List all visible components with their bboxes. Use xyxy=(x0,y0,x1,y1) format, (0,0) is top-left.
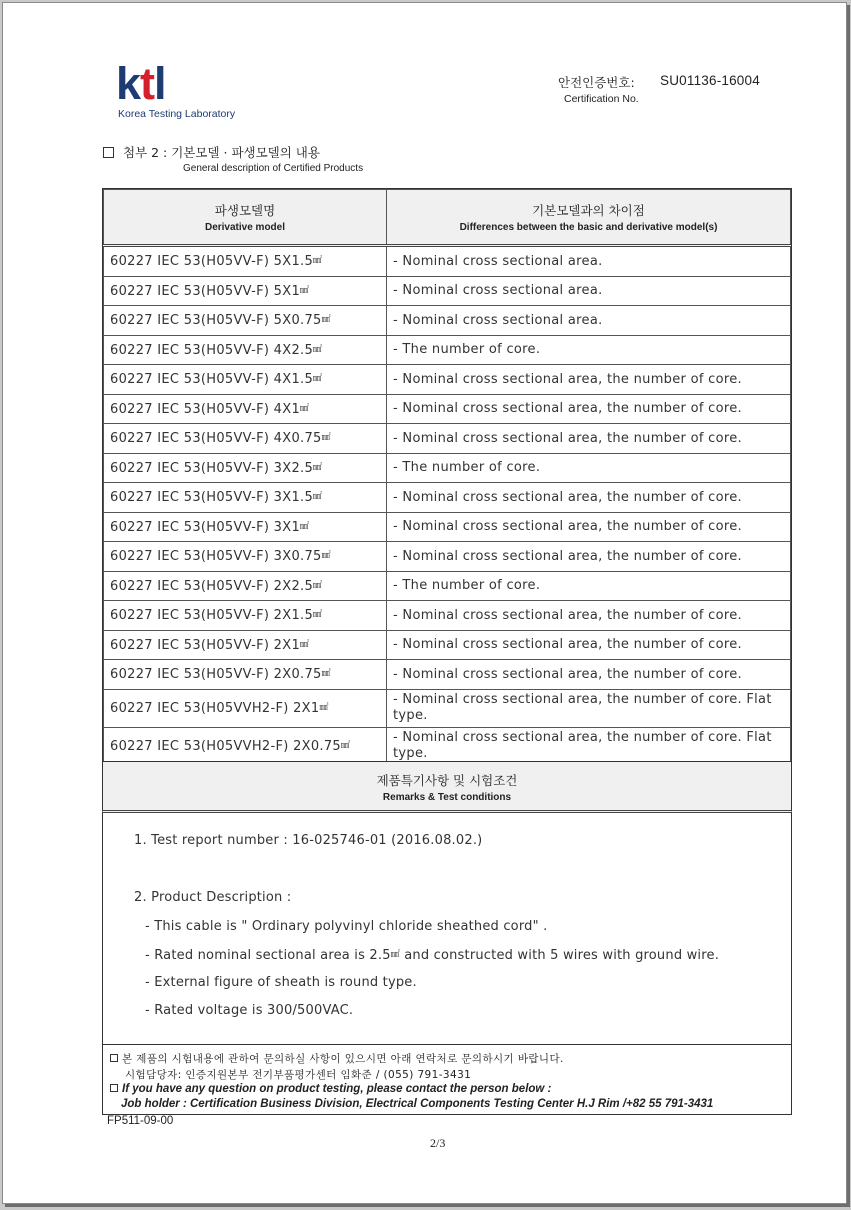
document-page xyxy=(2,2,847,1204)
rated-area-text: - Rated nominal sectional area is 2.5 xyxy=(145,948,391,963)
derivative-model-cell xyxy=(104,630,387,660)
unit-mm2: ㎟ xyxy=(313,256,323,267)
model-name: 60227 IEC 53(H05VVH2-F) 2X1 xyxy=(110,700,320,716)
unit-mm2: ㎟ xyxy=(313,462,323,473)
remarks-line-rated-area xyxy=(145,947,719,963)
table-row xyxy=(104,483,791,513)
unit-mm2: ㎟ xyxy=(300,285,310,296)
model-name: 60227 IEC 53(H05VV-F) 5X1 xyxy=(110,283,301,299)
model-name: 60227 IEC 53(H05VV-F) 4X0.75 xyxy=(110,431,322,447)
logo-letter-t: t xyxy=(140,58,155,109)
unit-mm2: ㎟ xyxy=(390,950,400,960)
unit-mm2: ㎟ xyxy=(321,669,331,680)
table-row xyxy=(104,689,791,727)
models-table xyxy=(103,189,791,766)
col2-title-en: Differences between the basic and derivative model(s) xyxy=(459,222,718,233)
difference-cell: - Nominal cross sectional area. xyxy=(387,306,791,336)
unit-mm2: ㎟ xyxy=(321,433,331,444)
table-row xyxy=(104,601,791,631)
logo-letter-k: k xyxy=(116,58,141,109)
table-row xyxy=(104,335,791,365)
page-number: 2/3 xyxy=(430,1136,446,1150)
derivative-model-cell xyxy=(104,660,387,690)
model-name: 60227 IEC 53(H05VV-F) 4X2.5 xyxy=(110,342,314,358)
difference-cell: - Nominal cross sectional area, the number of core. xyxy=(387,601,791,631)
table-row xyxy=(104,276,791,306)
remarks-header xyxy=(102,761,792,813)
attachment-title-ko: 첨부 2 : 기본모델 · 파생모델의 내용 xyxy=(123,145,320,160)
difference-cell: - The number of core. xyxy=(387,335,791,365)
derivative-model-cell xyxy=(104,727,387,765)
unit-mm2: ㎟ xyxy=(319,702,329,713)
derivative-model-cell xyxy=(104,512,387,542)
derivative-model-cell xyxy=(104,246,387,277)
unit-mm2: ㎟ xyxy=(300,403,310,414)
unit-mm2: ㎟ xyxy=(313,344,323,355)
difference-cell: - Nominal cross sectional area, the number of core. xyxy=(387,365,791,395)
logo-wordmark xyxy=(116,58,235,109)
model-name: 60227 IEC 53(H05VV-F) 2X1.5 xyxy=(110,608,314,624)
remarks-line-sheath: - External figure of sheath is round type. xyxy=(145,975,417,990)
cert-number: SU01136-16004 xyxy=(660,73,760,88)
unit-mm2: ㎟ xyxy=(321,315,331,326)
certification-block xyxy=(558,73,788,105)
derivative-model-cell xyxy=(104,306,387,336)
difference-cell: - Nominal cross sectional area. xyxy=(387,276,791,306)
remarks-body xyxy=(102,813,792,1045)
model-name: 60227 IEC 53(H05VV-F) 3X2.5 xyxy=(110,460,314,476)
model-name: 60227 IEC 53(H05VV-F) 3X1.5 xyxy=(110,490,314,506)
difference-cell: - Nominal cross sectional area, the number of core. xyxy=(387,542,791,572)
table-row xyxy=(104,660,791,690)
logo-subtitle: Korea Testing Laboratory xyxy=(118,108,236,120)
attachment-title-en: General description of Certified Products xyxy=(183,163,364,174)
table-row xyxy=(104,424,791,454)
model-name: 60227 IEC 53(H05VV-F) 5X0.75 xyxy=(110,313,322,329)
remarks-line-test-report: 1. Test report number : 16-025746-01 (2016.08.02.) xyxy=(134,833,483,848)
attachment-heading xyxy=(103,143,363,174)
models-table-container xyxy=(102,188,792,767)
model-name: 60227 IEC 53(H05VV-F) 2X2.5 xyxy=(110,578,314,594)
table-row xyxy=(104,542,791,572)
difference-cell: - Nominal cross sectional area, the number of core. xyxy=(387,512,791,542)
derivative-model-cell xyxy=(104,453,387,483)
checkbox-icon xyxy=(110,1084,118,1092)
contact-en-line2: Job holder : Certification Business Division, Electrical Components Testing Center H.J Rim /+82 55 791-3431 xyxy=(121,1098,714,1110)
remarks-line-voltage: - Rated voltage is 300/500VAC. xyxy=(145,1003,354,1018)
table-row xyxy=(104,512,791,542)
remarks-title-en: Remarks & Test conditions xyxy=(382,792,512,803)
contact-ko-line1: 본 제품의 시험내용에 관하여 문의하실 사항이 있으시면 아래 연락처로 문의하시기 바랍니다. xyxy=(110,1051,564,1066)
difference-cell: - The number of core. xyxy=(387,453,791,483)
difference-cell: - Nominal cross sectional area. xyxy=(387,246,791,277)
unit-mm2: ㎟ xyxy=(313,374,323,385)
difference-cell: - Nominal cross sectional area, the number of core. Flat type. xyxy=(387,727,791,765)
checkbox-icon xyxy=(110,1054,118,1062)
form-number: FP511-09-00 xyxy=(107,1115,174,1127)
table-row xyxy=(104,453,791,483)
derivative-model-cell xyxy=(104,601,387,631)
difference-cell: - The number of core. xyxy=(387,571,791,601)
col-header-differences xyxy=(387,190,791,246)
model-name: 60227 IEC 53(H05VVH2-F) 2X0.75 xyxy=(110,738,342,754)
model-name: 60227 IEC 53(H05VV-F) 3X0.75 xyxy=(110,549,322,565)
derivative-model-cell xyxy=(104,689,387,727)
difference-cell: - Nominal cross sectional area, the number of core. xyxy=(387,483,791,513)
difference-cell: - Nominal cross sectional area, the number of core. xyxy=(387,424,791,454)
contact-en-line1: If you have any question on product testing, please contact the person below : xyxy=(110,1083,551,1095)
model-name: 60227 IEC 53(H05VV-F) 4X1 xyxy=(110,401,301,417)
col-header-derivative xyxy=(104,190,387,246)
derivative-model-cell xyxy=(104,424,387,454)
table-row xyxy=(104,571,791,601)
model-name: 60227 IEC 53(H05VV-F) 5X1.5 xyxy=(110,254,314,270)
remarks-line-product-desc: 2. Product Description : xyxy=(134,890,292,905)
unit-mm2: ㎟ xyxy=(313,610,323,621)
unit-mm2: ㎟ xyxy=(313,492,323,503)
contact-box xyxy=(102,1045,792,1115)
remarks-line-cable-type: - This cable is " Ordinary polyvinyl chloride sheathed cord" . xyxy=(145,919,548,934)
logo-letter-l: l xyxy=(154,58,166,109)
ktl-logo xyxy=(116,58,236,120)
table-row xyxy=(104,306,791,336)
difference-cell: - Nominal cross sectional area, the number of core. xyxy=(387,660,791,690)
unit-mm2: ㎟ xyxy=(341,740,351,751)
contact-ko-line2: 시험담당자: 인증지원본부 전기부품평가센터 임화준 / (055) 791-3431 xyxy=(125,1069,472,1081)
derivative-model-cell xyxy=(104,335,387,365)
derivative-model-cell xyxy=(104,542,387,572)
model-name: 60227 IEC 53(H05VV-F) 2X1 xyxy=(110,637,301,653)
difference-cell: - Nominal cross sectional area, the number of core. Flat type. xyxy=(387,689,791,727)
model-name: 60227 IEC 53(H05VV-F) 3X1 xyxy=(110,519,301,535)
model-name: 60227 IEC 53(H05VV-F) 2X0.75 xyxy=(110,667,322,683)
cert-label-ko: 안전인증번호: xyxy=(558,75,635,90)
difference-cell: - Nominal cross sectional area, the number of core. xyxy=(387,394,791,424)
rated-area-text-rest: and constructed with 5 wires with ground wire. xyxy=(399,948,720,963)
derivative-model-cell xyxy=(104,365,387,395)
col1-title-ko: 파생모델명 xyxy=(214,203,276,218)
difference-cell: - Nominal cross sectional area, the number of core. xyxy=(387,630,791,660)
cert-label-en: Certification No. xyxy=(564,93,639,105)
derivative-model-cell xyxy=(104,571,387,601)
derivative-model-cell xyxy=(104,394,387,424)
derivative-model-cell xyxy=(104,483,387,513)
col2-title-ko: 기본모델과의 차이점 xyxy=(532,203,645,218)
table-row xyxy=(104,630,791,660)
table-row xyxy=(104,394,791,424)
model-name: 60227 IEC 53(H05VV-F) 4X1.5 xyxy=(110,372,314,388)
table-header-row xyxy=(104,190,791,246)
checkbox-icon xyxy=(103,147,114,158)
unit-mm2: ㎟ xyxy=(300,639,310,650)
remarks-title-ko: 제품특기사항 및 시험조건 xyxy=(376,773,518,788)
unit-mm2: ㎟ xyxy=(300,521,310,532)
col1-title-en: Derivative model xyxy=(204,222,286,233)
table-row xyxy=(104,727,791,765)
table-row xyxy=(104,365,791,395)
derivative-model-cell xyxy=(104,276,387,306)
unit-mm2: ㎟ xyxy=(313,580,323,591)
table-row xyxy=(104,246,791,277)
unit-mm2: ㎟ xyxy=(321,551,331,562)
